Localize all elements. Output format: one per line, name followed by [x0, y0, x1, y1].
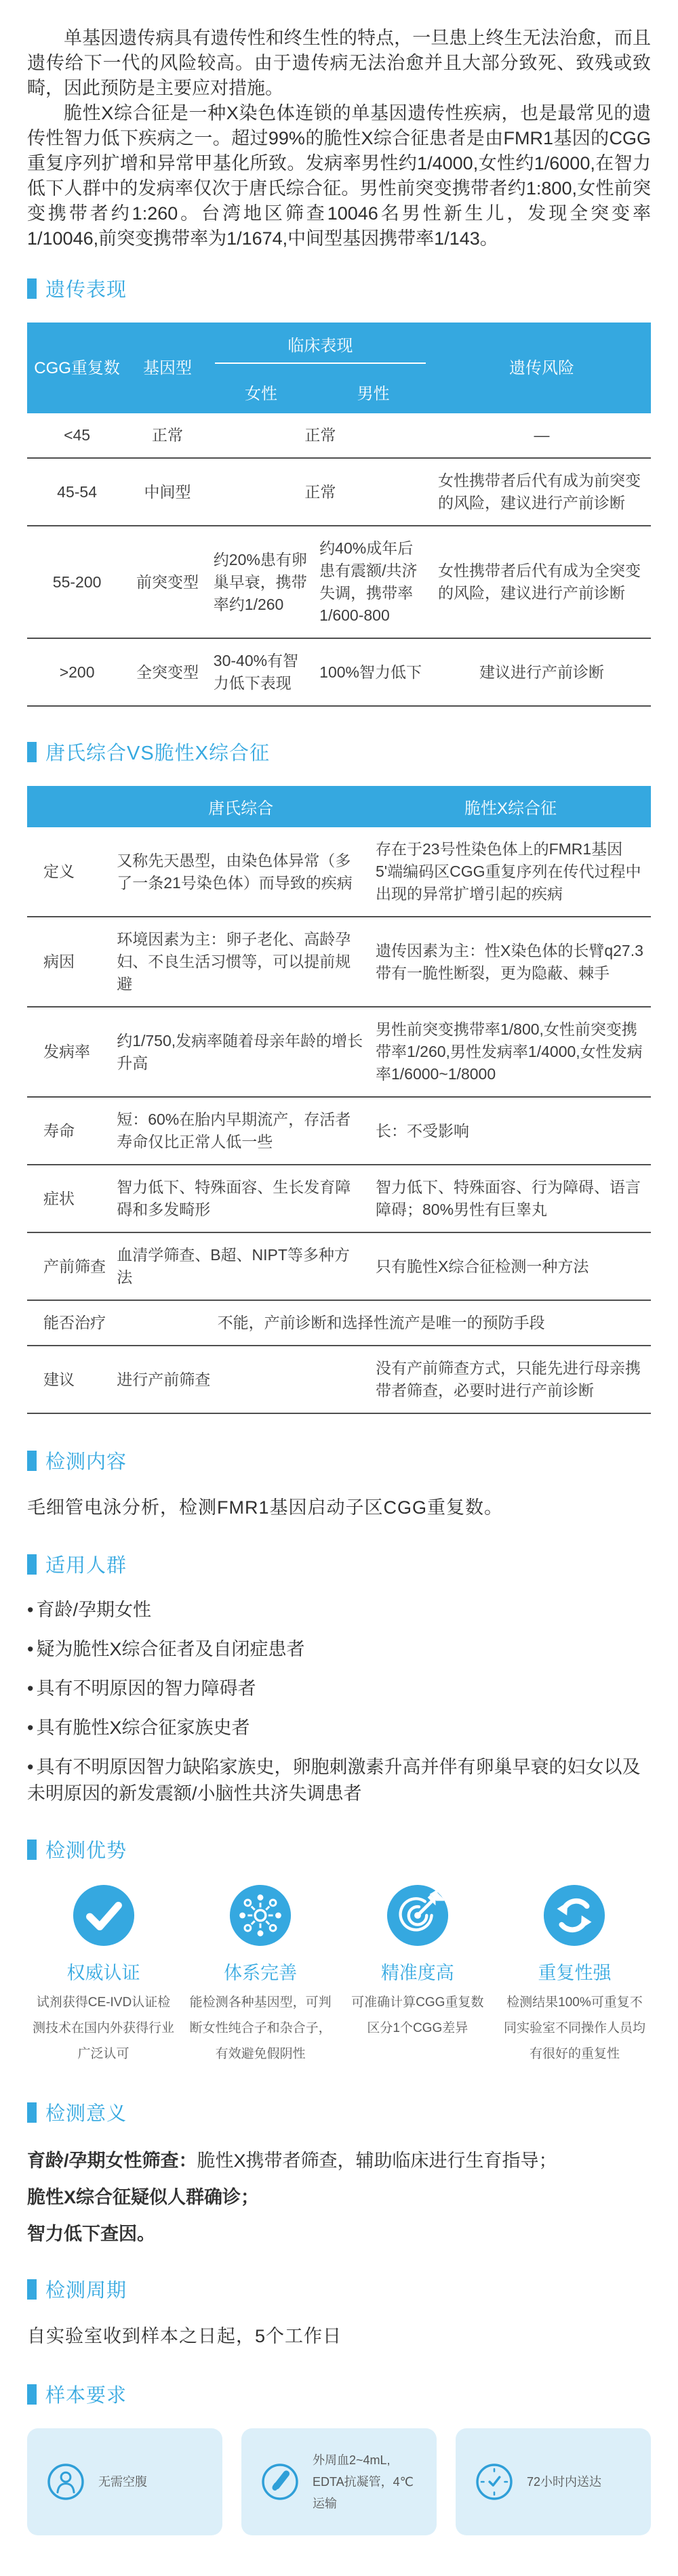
t2-label: 病因 [27, 917, 111, 1007]
t2-cell-merged: 不能，产前诊断和选择性流产是唯一的预防手段 [111, 1300, 651, 1346]
t2-header-fragile: 脆性X综合征 [370, 786, 651, 827]
section-title-audience: 适用人群 [45, 1555, 127, 1577]
list-item: • 具有不明原因的智力障碍者 [27, 1678, 256, 1699]
t2-label: 建议 [27, 1346, 111, 1413]
sample-card-text: 外周血2~4mL, EDTA抗凝管，4℃运输 [313, 2453, 414, 2510]
sample-cards [27, 2428, 651, 2535]
intro-paragraph-1: 单基因遗传病具有遗传性和终生性的特点，一旦患上终生无法治愈，而且遗传给下一代的风险较高。由于遗传病无法治愈并且大部分致死、致残或致畸，因此预防是主要应对措施。 [27, 28, 651, 98]
section-header-significance [27, 2098, 651, 2126]
section-header-content [27, 1447, 651, 1474]
t1-cell: 55-200 [27, 526, 127, 638]
table-row [27, 827, 651, 917]
t2-header-down: 唐氏综合 [111, 786, 370, 827]
sample-card [27, 2428, 222, 2535]
person-icon [45, 2461, 87, 2503]
bullet-dot: • [27, 1600, 34, 1620]
t2-label: 寿命 [27, 1097, 111, 1165]
section-title-significance: 检测意义 [45, 2103, 127, 2125]
table-row [27, 638, 651, 706]
t2-label: 产前筛查 [27, 1232, 111, 1300]
t1-header-risk: 遗传风险 [433, 323, 651, 413]
content-text: 毛细管电泳分析，检测FMR1基因启动子区CGG重复数。 [27, 1497, 503, 1518]
t2-cell: 长：不受影响 [370, 1097, 651, 1165]
bullet-dot: • [27, 1757, 34, 1777]
significance-line: 智力低下查因。 [27, 2224, 155, 2244]
section-bar-icon [27, 2384, 37, 2405]
clock-icon [473, 2461, 515, 2503]
t2-cell: 存在于23号性染色体上的FMR1基因5'端编码区CGG重复序列在传代过程中出现的异常扩增引起的疾病 [375, 840, 641, 902]
t1-cell: 100%智力低下 [314, 638, 433, 706]
t1-header-female: 女性 [208, 375, 314, 413]
sample-card [456, 2428, 651, 2535]
t2-cell: 又称先天愚型，由染色体异常（多了一条21号染色体）而导致的疾病 [117, 851, 353, 892]
table-row [27, 1300, 651, 1346]
list-item: • 疑为脆性X综合征者及自闭症患者 [27, 1639, 305, 1659]
t1-cell: 正常 [208, 458, 433, 526]
advantage-item [341, 1884, 494, 2067]
t1-cell: 正常 [151, 426, 183, 444]
table-row [27, 1007, 651, 1097]
section-title-genetic: 遗传表现 [45, 279, 127, 301]
t2-label: 定义 [43, 863, 75, 880]
significance-line: 育龄/孕期女性筛查：脆性X携带者筛查，辅助临床进行生育指导； [27, 2151, 557, 2171]
t1-cell: >200 [27, 638, 127, 706]
advantage-desc: 试剂获得CE-IVD认证检测技术在国内外获得行业广泛认可 [32, 1995, 174, 2061]
advantage-item [184, 1884, 337, 2067]
t2-cell: 血清学筛查、B超、NIPT等多种方法 [111, 1232, 370, 1300]
section-bar-icon [27, 2102, 37, 2123]
t2-cell: 只有脆性X综合征检测一种方法 [370, 1232, 651, 1300]
table-row [27, 458, 651, 526]
blood-tube-icon [259, 2461, 301, 2503]
t2-header-empty [27, 786, 111, 827]
t2-label: 能否治疗 [27, 1300, 111, 1346]
t1-header-cgg: CGG重复数 [27, 323, 127, 413]
bullet-dot: • [27, 1678, 34, 1699]
t2-cell: 短：60%在胎内早期流产，存活者寿命仅比正常人低一些 [111, 1097, 370, 1165]
advantage-title: 精准度高 [380, 1963, 454, 1983]
t1-cell: 约40%成年后患有震额/共济失调，携带率1/600-800 [314, 526, 433, 638]
advantages-row [27, 1884, 651, 2067]
table-row [27, 1346, 651, 1413]
t1-cell: 30-40%有智力低下表现 [208, 638, 314, 706]
advantage-title: 重复性强 [538, 1963, 612, 1983]
cycle-text: 自实验室收到样本之日起，5个工作日 [27, 2326, 342, 2346]
section-header-advantages [27, 1835, 651, 1863]
advantage-item [498, 1884, 651, 2067]
t2-cell: 男性前突变携带率1/800,女性前突变携带率1/260,男性发病率1/4000,女性发病率1/6000~1/8000 [370, 1007, 651, 1097]
table-row [27, 917, 651, 1007]
list-item: • 具有不明原因智力缺陷家族史，卵胞刺激素升高并伴有卵巢早衰的妇女以及未明原因的新发震额/小脑性共济失调患者 [27, 1757, 641, 1804]
advantage-desc: 可准确计算CGG重复数区分1个CGG差异 [351, 1995, 484, 2035]
table-row [27, 1232, 651, 1300]
genetic-table [27, 323, 651, 707]
t1-cell: — [534, 426, 550, 444]
t1-cell: 女性携带者后代有成为前突变的风险，建议进行产前诊断 [433, 458, 651, 526]
t2-cell: 进行产前筛查 [111, 1346, 370, 1413]
t1-cell: 中间型 [127, 458, 208, 526]
t2-cell: 没有产前筛查方式，只能先进行母亲携带者筛查，必要时进行产前诊断 [370, 1346, 651, 1413]
check-icon [72, 1884, 136, 1947]
t1-header-male: 男性 [314, 375, 433, 413]
section-bar-icon [27, 1554, 37, 1575]
t1-cell: 45-54 [27, 458, 127, 526]
t2-cell: 约1/750,发病率随着母亲年龄的增长升高 [111, 1007, 370, 1097]
section-bar-icon [27, 1451, 37, 1471]
t2-cell: 环境因素为主：卵子老化、高龄孕妇、不良生活习惯等，可以提前规避 [111, 917, 370, 1007]
section-header-cycle [27, 2275, 651, 2303]
section-title-sample: 样本要求 [45, 2385, 127, 2407]
section-header-vs [27, 738, 651, 766]
sample-card [241, 2428, 437, 2535]
advantage-title: 体系完善 [224, 1963, 298, 1983]
sample-card-text: 72小时内送达 [527, 2475, 602, 2489]
t1-cell: 全突变型 [127, 638, 208, 706]
t1-cell: 建议进行产前诊断 [433, 638, 651, 706]
table-row [27, 1165, 651, 1232]
t1-cell: 约20%患有卵巢早衰，携带率约1/260 [208, 526, 314, 638]
audience-list [27, 1597, 651, 1807]
molecule-icon [228, 1884, 292, 1947]
intro-paragraph-2: 脆性X综合征是一种X染色体连锁的单基因遗传性疾病，也是最常见的遗传性智力低下疾病之一。超过99%的脆性X综合征患者是由FMR1基因的CGG重复序列扩增和异常甲基化所致。发病率男性约1/4000,女性约1/6000,在智力低下人群中的发病率仅次于唐氏综合征。男性前突变携带者约1:800,女性前突变携带者约1:260。台湾地区筛查10046名男性新生儿，发现全突变率1/10046,前突变携带率为1/1674,中间型基因携带率1/143。 [27, 103, 651, 249]
t2-cell: 智力低下、特殊面容、生长发育障碍和多发畸形 [111, 1165, 370, 1232]
t1-cell: 女性携带者后代有成为全突变的风险，建议进行产前诊断 [433, 526, 651, 638]
significance-line: 脆性X综合征疑似人群确诊； [27, 2187, 260, 2207]
sample-card-text: 无需空腹 [98, 2475, 147, 2489]
target-icon [386, 1884, 450, 1947]
t1-cell: 前突变型 [127, 526, 208, 638]
section-bar-icon [27, 278, 37, 299]
table-row [27, 526, 651, 638]
bullet-dot: • [27, 1718, 34, 1738]
t2-label: 发病率 [27, 1007, 111, 1097]
section-header-audience [27, 1550, 651, 1578]
repeat-icon [542, 1884, 606, 1947]
list-item: • 具有脆性X综合征家族史者 [27, 1718, 250, 1738]
section-bar-icon [27, 742, 37, 762]
section-bar-icon [27, 2279, 37, 2300]
section-title-content: 检测内容 [45, 1451, 127, 1473]
t2-cell: 智力低下、特殊面容、行为障碍、语言障碍；80%男性有巨睾丸 [370, 1165, 651, 1232]
table-row [27, 1097, 651, 1165]
advantage-desc: 能检测各种基因型，可判断女性纯合子和杂合子，有效避免假阴性 [189, 1995, 332, 2061]
advantage-item [27, 1884, 180, 2067]
advantage-title: 权威认证 [66, 1963, 140, 1983]
t1-header-genotype: 基因型 [127, 323, 208, 413]
list-item: • 育龄/孕期女性 [27, 1600, 151, 1620]
t1-header-clinical: 临床表现 [208, 323, 433, 375]
section-title-cycle: 检测周期 [45, 2280, 127, 2302]
section-bar-icon [27, 1840, 37, 1860]
t2-cell: 遗传因素为主：性X染色体的长臂q27.3带有一脆性断裂，更为隐蔽、棘手 [370, 917, 651, 1007]
bullet-dot: • [27, 1639, 34, 1659]
section-header-genetic [27, 274, 651, 302]
advantage-desc: 检测结果100%可重复不同实验室不同操作人员均有很好的重复性 [503, 1995, 645, 2061]
section-title-vs: 唐氏综合VS脆性X综合征 [45, 743, 271, 764]
table-row [27, 413, 651, 458]
t1-cell: <45 [64, 426, 91, 444]
t1-cell: 正常 [304, 426, 336, 444]
section-header-sample [27, 2380, 651, 2408]
comparison-table [27, 786, 651, 1414]
t2-label: 症状 [27, 1165, 111, 1232]
section-title-advantages: 检测优势 [45, 1840, 127, 1862]
